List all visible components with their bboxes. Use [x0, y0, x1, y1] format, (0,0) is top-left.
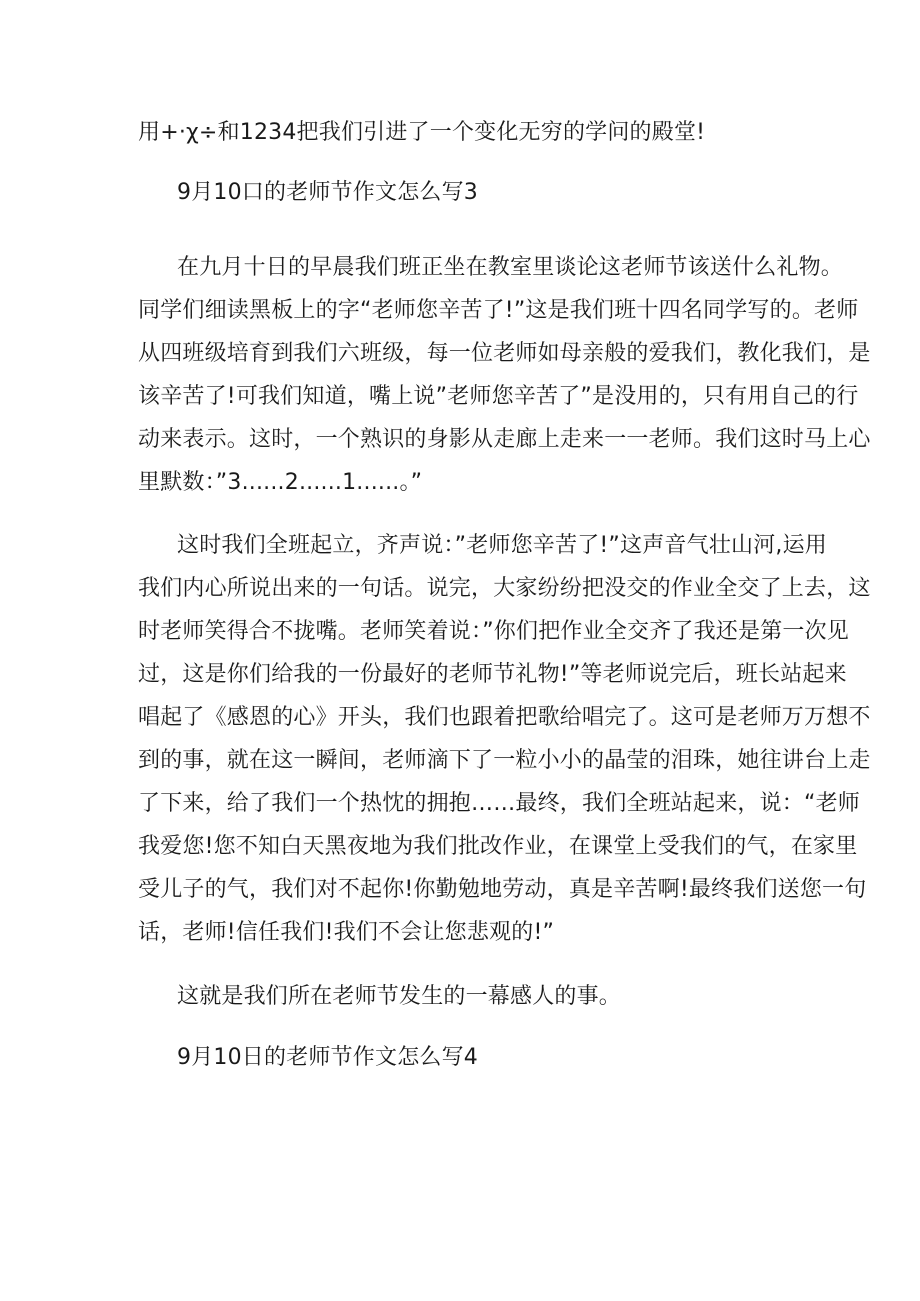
paragraph-line: 该辛苦了!可我们知道，嘴上说”老师您辛苦了”是没用的，只有用自己的行 — [138, 384, 859, 409]
paragraph-line: 同学们细读黑板上的字“老师您辛苦了!”这是我们班十四名同学写的。老师 — [138, 298, 859, 323]
paragraph-line: 受儿子的气，我们对不起你!你勤勉地劳动，真是辛苦啊!最终我们送您一句 — [138, 877, 867, 902]
section-heading: 9月10口的老师节作文怎么写3 — [177, 180, 478, 205]
paragraph-line: 到的事，就在这一瞬间，老师滴下了一粒小小的晶莹的泪珠，她往讲台上走 — [138, 748, 871, 773]
paragraph-line: 唱起了《感恩的心》开头，我们也跟着把歌给唱完了。这可是老师万万想不 — [138, 705, 871, 730]
paragraph-line: 里默数：”3......2......1......。” — [138, 470, 423, 495]
paragraph-line: 从四班级培育到我们六班级，每一位老师如母亲般的爱我们，教化我们，是 — [138, 341, 871, 366]
paragraph-line: 了下来，给了我们一个热忱的拥抱……最终，我们全班站起来，说：“老师 — [138, 791, 860, 816]
paragraph-line: 动来表示。这时，一个熟识的身影从走廊上走来一一老师。我们这时马上心 — [138, 427, 871, 452]
paragraph-line: 用+·χ÷和1234把我们引进了一个变化无穷的学问的殿堂! — [138, 120, 706, 145]
paragraph-line: 时老师笑得合不拢嘴。老师笑着说：”你们把作业全交齐了我还是第一次见 — [138, 619, 849, 644]
paragraph-line: 过，这是你们给我的一份最好的老师节礼物!”等老师说完后，班长站起来 — [138, 662, 847, 687]
paragraph-line: 在九月十日的早晨我们班正坐在教室里谈论这老师节该送什么礼物。 — [177, 255, 844, 280]
paragraph-line: 我们内心所说出来的一句话。说完，大家纷纷把没交的作业全交了上去，这 — [138, 576, 871, 601]
paragraph-line: 这时我们全班起立，齐声说：”老师您辛苦了!”这声音气壮山河,运用 — [177, 533, 828, 558]
paragraph-line: 这就是我们所在老师节发生的一幕感人的事。 — [177, 984, 622, 1009]
paragraph-line: 话，老师!信任我们!我们不会让您悲观的!” — [138, 920, 555, 945]
section-heading: 9月10日的老师节作文怎么写4 — [177, 1045, 478, 1070]
paragraph-line: 我爱您!您不知白天黑夜地为我们批改作业，在课堂上受我们的气，在家里 — [138, 834, 858, 859]
